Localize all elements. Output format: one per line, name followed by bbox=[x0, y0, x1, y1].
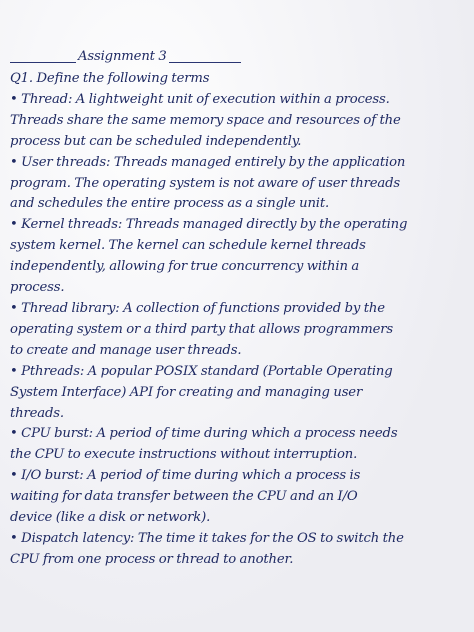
definition-line: • I/O burst: A period of time during which a process is bbox=[10, 468, 361, 484]
heading-underline-left bbox=[10, 62, 76, 63]
definition-line: operating system or a third party that allows programmers bbox=[10, 321, 394, 337]
definition-line: and schedules the entire process as a single unit. bbox=[10, 196, 330, 212]
assignment-title: Assignment 3 bbox=[78, 49, 167, 65]
definition-line: • User threads: Threads managed entirely by the application bbox=[10, 154, 406, 170]
definition-line: the CPU to execute instructions without interruption. bbox=[10, 447, 358, 463]
definition-line: process but can be scheduled independently. bbox=[10, 133, 302, 149]
term-definition bbox=[10, 215, 454, 299]
definition-line: system kernel. The kernel can schedule kernel threads bbox=[10, 238, 366, 254]
term-definition bbox=[10, 529, 454, 571]
term-definition bbox=[10, 424, 454, 466]
heading-underline-right bbox=[169, 62, 241, 63]
term-definition bbox=[10, 466, 454, 529]
definition-line: CPU from one process or thread to another. bbox=[10, 551, 294, 567]
definition-line: • Kernel threads: Threads managed directly by the operating bbox=[10, 217, 408, 233]
definition-line: to create and manage user threads. bbox=[10, 342, 242, 358]
term-definition bbox=[10, 299, 454, 362]
question-line: Q1. Define the following terms bbox=[10, 71, 210, 86]
term-definition bbox=[10, 153, 454, 216]
definition-line: waiting for data transfer between the CPU and an I/O bbox=[10, 489, 358, 505]
definition-line: threads. bbox=[10, 405, 64, 421]
definition-line: • Pthreads: A popular POSIX standard (Portable Operating bbox=[10, 363, 393, 379]
definition-line: process. bbox=[10, 280, 65, 296]
assignment-heading bbox=[10, 48, 454, 68]
definition-line: • Thread: A lightweight unit of execution within a process. bbox=[10, 91, 390, 107]
definition-line: device (like a disk or network). bbox=[10, 510, 211, 526]
term-definition bbox=[10, 362, 454, 425]
definition-line: • Thread library: A collection of functions provided by the bbox=[10, 300, 385, 316]
definition-line: independently, allowing for true concurrency within a bbox=[10, 259, 360, 275]
definition-line: System Interface) API for creating and managing user bbox=[10, 384, 363, 400]
definition-line: • CPU burst: A period of time during which a process needs bbox=[10, 426, 398, 442]
definition-line: program. The operating system is not aware of user threads bbox=[10, 175, 401, 191]
definition-line: Threads share the same memory space and resources of the bbox=[10, 112, 401, 128]
definition-line: • Dispatch latency: The time it takes for the OS to switch the bbox=[10, 530, 404, 546]
term-definition-list bbox=[10, 90, 454, 571]
term-definition bbox=[10, 90, 454, 153]
